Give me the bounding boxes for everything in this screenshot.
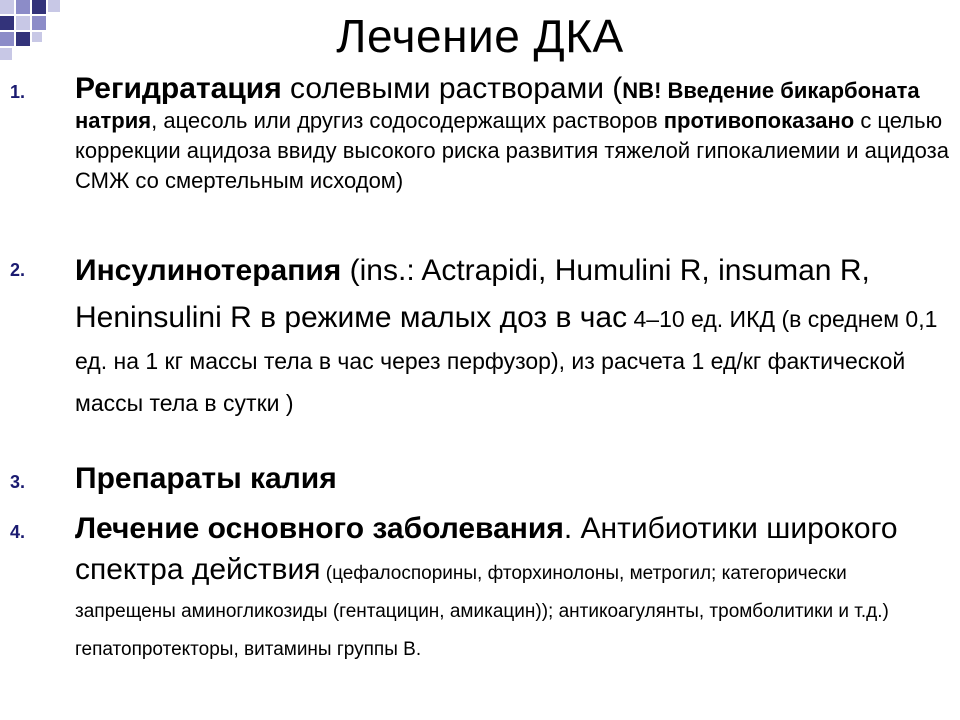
item-small-text: 4–10 ед. ИКД (в среднем 0,1 ед. на 1 кг массы тела в час через перфузор), из расчета 1 ед/кг фактической массы тела в сутки ) bbox=[75, 306, 938, 416]
item-paren-text: (цефалоспорины, фторхинолоны, bbox=[320, 563, 625, 584]
item-text: с целью коррекции ацидоза ввиду высокого риска развития тяжелой гипокалиемии и ацидоза СМЖ со смертельным исходом) bbox=[75, 108, 949, 193]
list-item-text bbox=[75, 462, 950, 495]
item-text: , ацесоль или другиз содосодержащих растворов bbox=[151, 108, 664, 133]
list-number: 2. bbox=[10, 260, 26, 280]
item-lead-text: солевыми растворами ( bbox=[281, 72, 623, 105]
item-bold-lead: Препараты калия bbox=[75, 462, 337, 495]
list-number: 3. bbox=[10, 472, 26, 492]
contraindicated-text: противопоказано bbox=[663, 108, 855, 133]
list-number: 1. bbox=[10, 82, 26, 102]
item-bold-lead: Лечение основного заболевания bbox=[75, 512, 564, 545]
list-item-text bbox=[75, 512, 950, 670]
item-lead-text: . Антибиотики широкого спектра действия bbox=[75, 512, 898, 586]
list-item-text bbox=[75, 72, 950, 196]
list-number: 4. bbox=[10, 522, 26, 542]
item-lead-text: (ins.: Actrapidi, Humulini R, insuman R, Heninsulini R в режиме малых доз в час bbox=[75, 254, 870, 334]
item-bold-lead: Инсулинотерапия bbox=[75, 254, 342, 287]
slide-title: Лечение ДКА bbox=[336, 10, 624, 62]
item-bold-lead: Регидратация bbox=[75, 72, 282, 105]
item-small-text: метрогил; категорически запрещены аминогликозиды (гентацицин, амикацин)); антикоагулянты, тромболитики и т.д.) гепатопротекторы, витамины группы В. bbox=[75, 563, 889, 660]
nb-warning-text: NB! Введение бикарбоната натрия bbox=[75, 78, 920, 133]
list-item-text bbox=[75, 250, 950, 428]
